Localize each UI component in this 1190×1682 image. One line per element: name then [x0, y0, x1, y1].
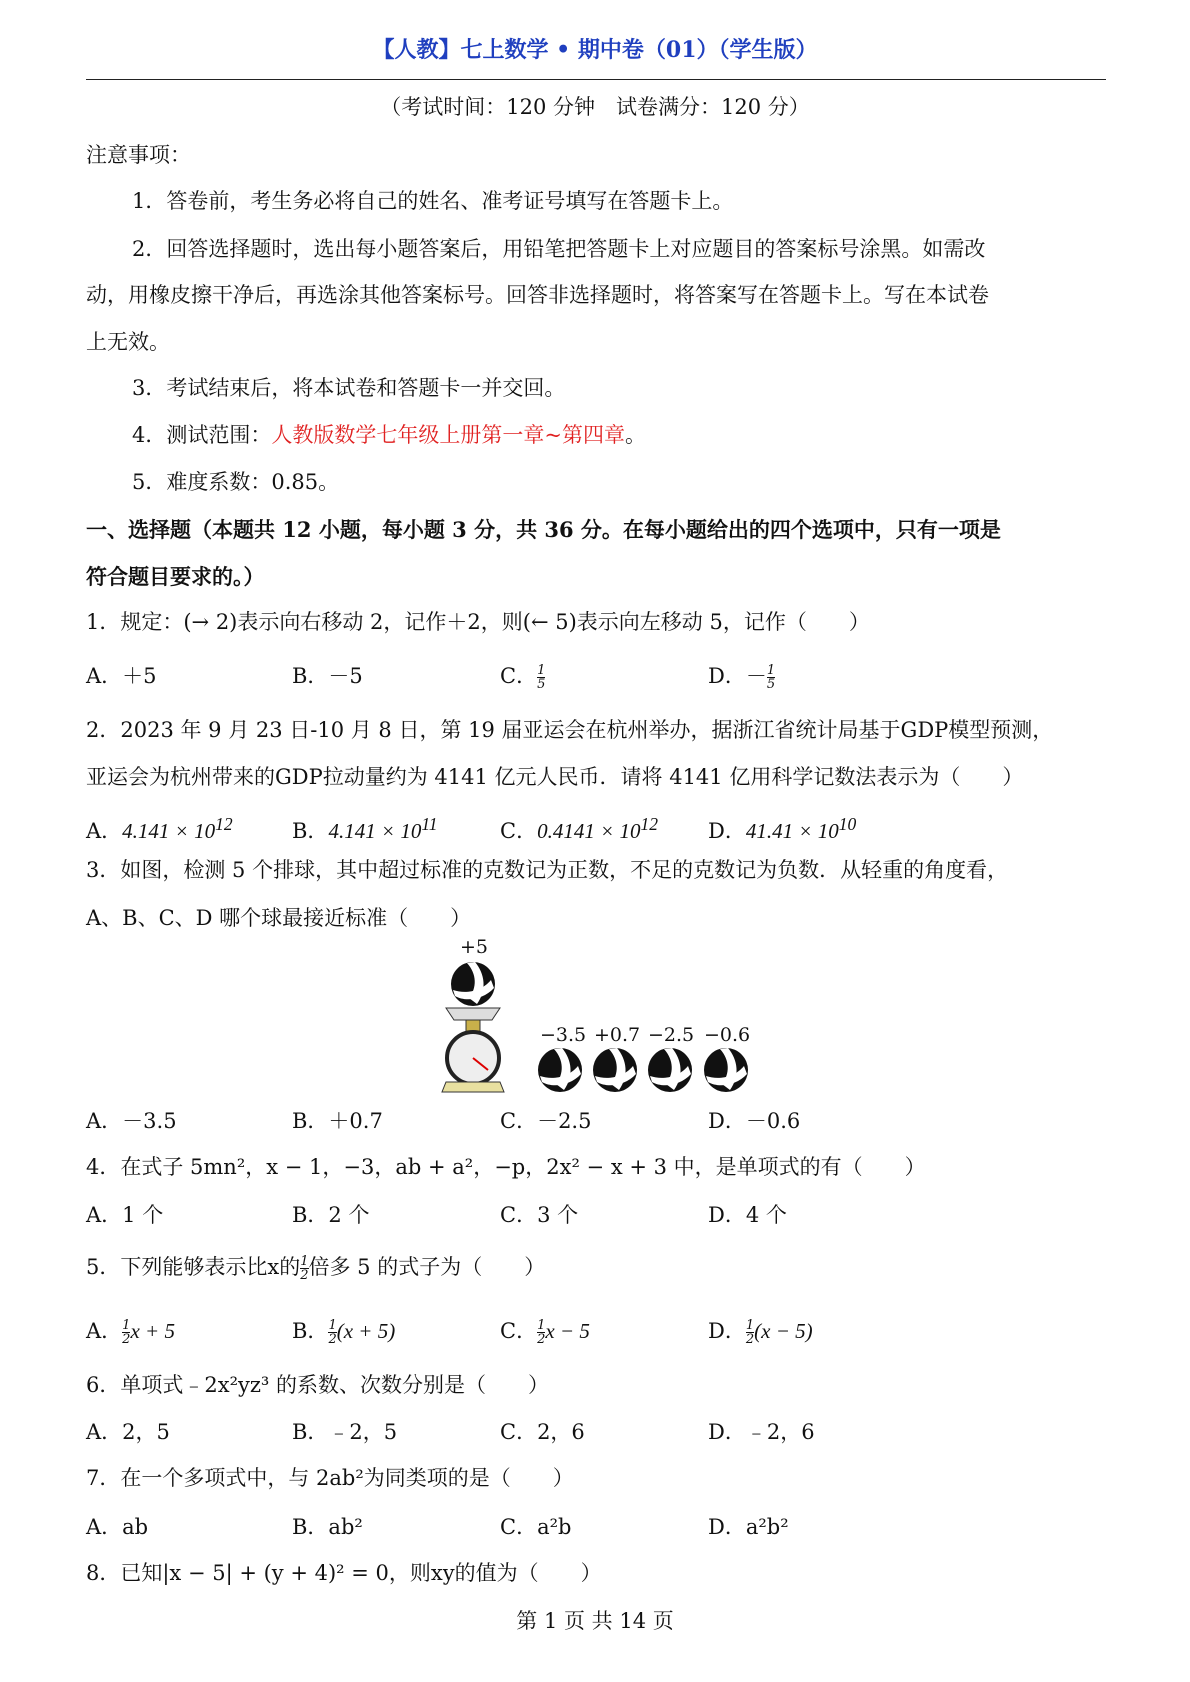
test-range: 人教版数学七年级上册第一章~第四章: [271, 423, 625, 447]
question-2: 2．2023 年 9 月 23 日-10 月 8 日，第 19 届亚运会在杭州举办，据浙江省统计局基于GDP模型预测，: [86, 718, 1054, 742]
expression: x + 5: [130, 1319, 175, 1343]
q4-option-c: C．3 个: [500, 1203, 579, 1227]
denominator: 2: [745, 1332, 755, 1347]
label: D．: [708, 819, 746, 843]
document-title: 【人教】七上数学 • 期中卷（01）（学生版）: [372, 37, 818, 63]
numerator: 1: [122, 1318, 131, 1333]
numerator: 1: [766, 663, 776, 678]
q2-option-b: [292, 809, 438, 846]
denominator: 2: [328, 1332, 337, 1347]
denominator: 2: [122, 1332, 131, 1347]
q3-option-a: A．－3.5: [86, 1109, 177, 1133]
denominator: 2: [537, 1332, 546, 1347]
q1-d-label: D．－: [708, 664, 767, 688]
note-4-label: 4．测试范围：: [132, 423, 272, 447]
label: C．: [500, 1319, 538, 1343]
numerator: 1: [537, 1318, 546, 1333]
denominator: 5: [766, 677, 776, 692]
page-footer: 第 1 页 共 14 页: [516, 1609, 674, 1633]
exponent: 12: [640, 814, 658, 834]
question-7: 7．在一个多项式中，与 2ab²为同类项的是（ ）: [86, 1466, 574, 1490]
mantissa: 0.4141 × 10: [537, 819, 641, 843]
scale-label: +5: [460, 936, 489, 958]
expression: (x + 5): [336, 1319, 396, 1343]
volleyball-b: [593, 1048, 637, 1092]
ball-a-label: −3.5: [540, 1024, 587, 1046]
note-4: [132, 420, 646, 450]
fraction: [537, 664, 545, 691]
question-5: [86, 1252, 545, 1282]
exponent: 10: [838, 814, 857, 834]
denominator: 5: [537, 677, 546, 692]
q7-option-c: C．a²b: [500, 1515, 572, 1539]
q6-option-d: D．﹣2，6: [708, 1420, 815, 1444]
q2-option-a: [86, 809, 233, 846]
q5-option-b: [292, 1316, 395, 1346]
header-divider: [86, 79, 1106, 80]
label: B．: [292, 819, 329, 843]
ball-b-label: +0.7: [594, 1024, 641, 1046]
mantissa: 4.141 × 10: [328, 819, 422, 843]
label: A．: [86, 1319, 123, 1343]
q6-option-a: A．2，5: [86, 1420, 170, 1444]
numerator: 1: [537, 663, 546, 678]
question-1: 1．规定：(→ 2)表示向右移动 2，记作＋2，则(← 5)表示向左移动 5，记作（ ）: [86, 610, 870, 634]
fraction: [328, 1319, 336, 1346]
ball-c-label: −2.5: [648, 1024, 695, 1046]
q4-option-b: B．2 个: [292, 1203, 370, 1227]
q5-text-end: 倍多 5 的式子为（ ）: [308, 1255, 546, 1279]
q1-option-c: [500, 661, 545, 691]
note-1: 1．答卷前，考生务必将自己的姓名、准考证号填写在答题卡上。: [132, 189, 734, 213]
mantissa: 41.41 × 10: [745, 819, 839, 843]
expression: (x − 5): [754, 1319, 813, 1343]
mantissa: 4.141 × 10: [122, 819, 216, 843]
note-2-end: 上无效。: [86, 330, 170, 354]
q4-option-d: D．4 个: [708, 1203, 787, 1227]
section-heading: 一、选择题（本题共 12 小题，每小题 3 分，共 36 分。在每小题给出的四个选项中，只有一项是: [86, 517, 1001, 542]
q5-option-a: [86, 1316, 175, 1346]
q6-option-c: C．2，6: [500, 1420, 585, 1444]
exam-info: （考试时间：120 分钟 试卷满分：120 分）: [380, 95, 810, 119]
note-3: 3．考试结束后，将本试卷和答题卡一并交回。: [132, 376, 566, 400]
note-2: 2．回答选择题时，选出每小题答案后，用铅笔把答题卡上对应题目的答案标号涂黑。如需改: [132, 237, 986, 261]
expression: x − 5: [545, 1319, 590, 1343]
label: B．: [292, 1319, 329, 1343]
q5-option-d: [708, 1316, 813, 1346]
q1-option-b: B．－5: [292, 664, 363, 688]
question-6: 6．单项式﹣2x²yz³ 的系数、次数分别是（ ）: [86, 1373, 550, 1397]
ball-d-label: −0.6: [704, 1024, 751, 1046]
fraction: [767, 664, 775, 691]
note-2-cont: 动，用橡皮擦干净后，再选涂其他答案标号。回答非选择题时，将答案写在答题卡上。写在本试卷: [86, 283, 989, 307]
question-4: 4．在式子 5mn²，x − 1，−3，ab + a²，−p，2x² − x + 3 中，是单项式的有（ ）: [86, 1155, 926, 1179]
numerator: 1: [300, 1254, 309, 1269]
label: D．: [708, 1319, 746, 1343]
q7-option-b: B．ab²: [292, 1515, 363, 1539]
denominator: 2: [300, 1268, 309, 1283]
q2-option-c: [500, 809, 658, 846]
label: C．: [500, 819, 538, 843]
numerator: 1: [328, 1318, 337, 1333]
fraction: [300, 1255, 308, 1282]
q1-option-a: A．＋5: [86, 664, 157, 688]
notes-heading: 注意事项：: [86, 143, 191, 167]
volleyball-c: [648, 1048, 692, 1092]
note-5: 5．难度系数：0.85。: [132, 470, 340, 494]
q7-option-d: D．a²b²: [708, 1515, 789, 1539]
question-8: 8．已知|x − 5| + (y + 4)² = 0，则xy的值为（ ）: [86, 1561, 602, 1585]
q5-text: 5．下列能够表示比x的: [86, 1255, 301, 1279]
section-heading-cont: 符合题目要求的。）: [86, 564, 265, 589]
q3-option-c: C．－2.5: [500, 1109, 592, 1133]
q7-option-a: A．ab: [86, 1515, 149, 1539]
volleyballs: [436, 936, 756, 1096]
q3-option-d: D．－0.6: [708, 1109, 801, 1133]
question-3: 3．如图，检测 5 个排球，其中超过标准的克数记为正数，不足的克数记为负数．从轻重的角度看，: [86, 858, 1009, 882]
exponent: 12: [215, 814, 233, 834]
q5-option-c: [500, 1316, 590, 1346]
q1-option-d: [708, 661, 775, 691]
q4-option-a: A．1 个: [86, 1203, 164, 1227]
fraction: [746, 1319, 754, 1346]
q1-c-label: C．: [500, 664, 538, 688]
question-3-cont: A、B、C、D 哪个球最接近标准（ ）: [86, 906, 472, 930]
volleyball-a: [538, 1048, 582, 1092]
label: A．: [86, 819, 123, 843]
volleyball-d: [704, 1048, 748, 1092]
q6-option-b: B．﹣2，5: [292, 1420, 398, 1444]
exponent: 11: [421, 814, 438, 834]
question-2-cont: 亚运会为杭州带来的GDP拉动量约为 4141 亿元人民币．请将 4141 亿用科学记数法表示为（ ）: [86, 765, 1024, 789]
numerator: 1: [745, 1318, 755, 1333]
q3-option-b: B．＋0.7: [292, 1109, 383, 1133]
q2-option-d: [708, 809, 856, 846]
volleyball-scale-figure: [436, 936, 756, 1096]
note-4-suffix: 。: [624, 423, 646, 447]
